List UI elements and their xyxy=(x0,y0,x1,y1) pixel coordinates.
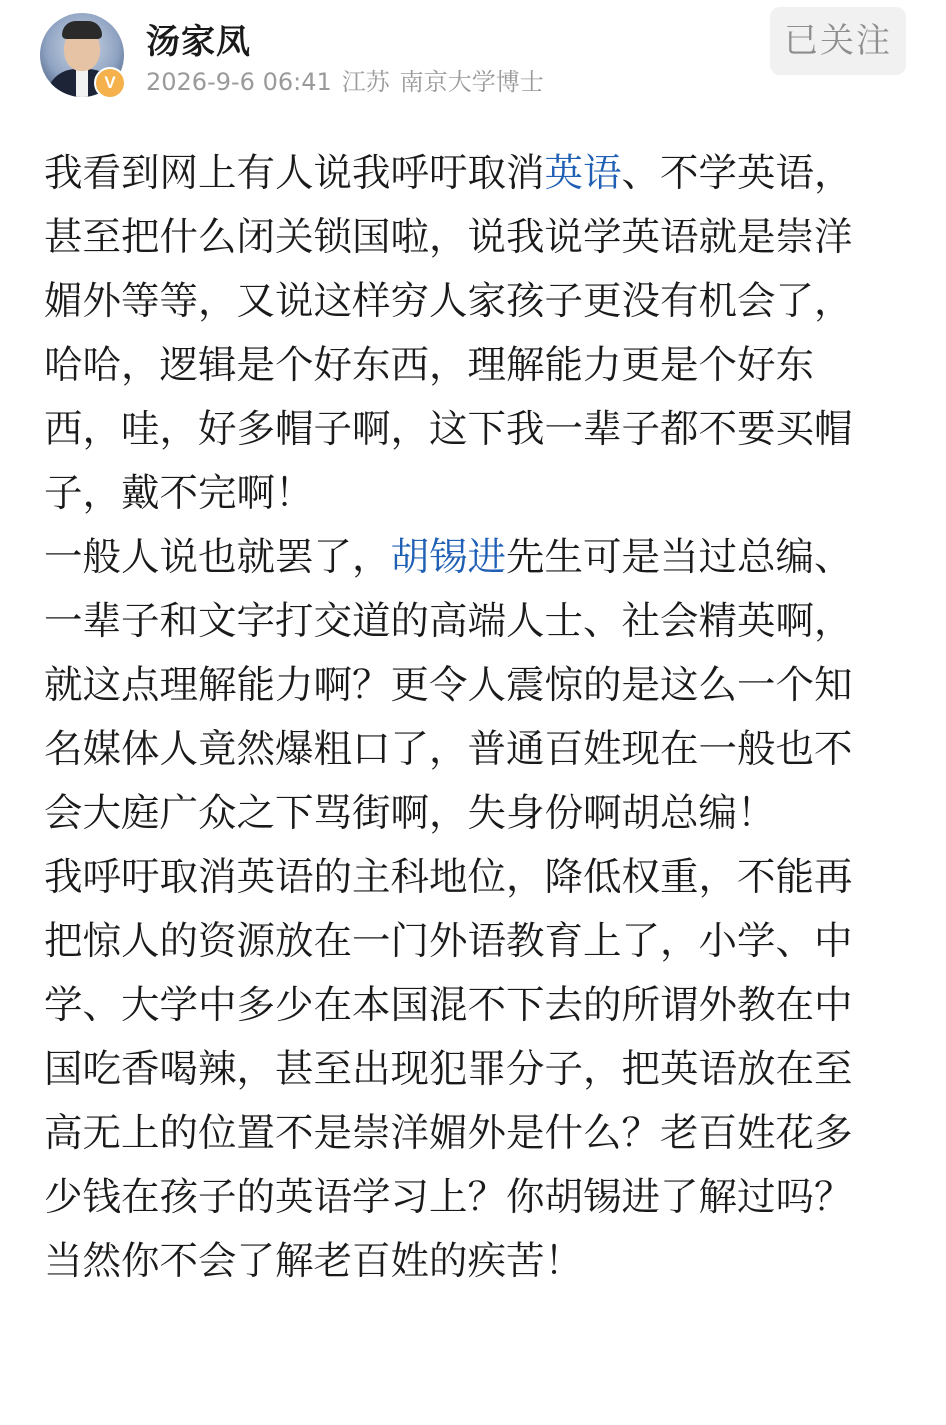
post-text: 、不学英语，甚至把什么闭关锁国啦，说我说学英语就是崇洋媚外等等，又说这样穷人家孩子更没有机会了，哈哈，逻辑是个好东西，理解能力更是个好东西，哇，好多帽子啊，这下我一辈子都不要买帽子，戴不完啊！ xyxy=(44,151,853,516)
avatar-shirt xyxy=(76,69,88,97)
post-meta xyxy=(146,62,554,97)
follow-button[interactable]: 已关注 xyxy=(770,7,906,75)
avatar-hair xyxy=(62,21,102,39)
post-location: 江苏 xyxy=(341,68,390,96)
post-body xyxy=(44,142,889,1294)
user-credential: 南京大学博士 xyxy=(399,68,544,96)
post-header xyxy=(0,0,946,110)
post-text: 我看到网上有人说我呼吁取消 xyxy=(44,151,545,196)
mention-link-hu-xijin[interactable]: 胡锡进 xyxy=(390,535,507,580)
post-text: 先生可是当过总编、一辈子和文字打交道的高端人士、社会精英啊，就这点理解能力啊？更令人震惊的是这么一个知名媒体人竟然爆粗口了，普通百姓现在一般也不会大庭广众之下骂街啊，失身份啊胡总编！ xyxy=(44,535,853,836)
post-text: 一般人说也就罢了， xyxy=(44,535,391,580)
topic-link-english[interactable]: 英语 xyxy=(544,151,622,196)
username[interactable]: 汤家凤 xyxy=(146,22,251,62)
verified-badge-icon: V xyxy=(94,67,126,99)
post-paragraph-3: 我呼吁取消英语的主科地位，降低权重，不能再把惊人的资源放在一门外语教育上了，小学、中学、大学中多少在本国混不下去的所谓外教在中国吃香喝辣，甚至出现犯罪分子，把英语放在至高无上的位置不是崇洋媚外是什么？老百姓花多少钱在孩子的英语学习上？你胡锡进了解过吗？当然你不会了解老百姓的疾苦！ xyxy=(44,855,853,1284)
avatar[interactable] xyxy=(40,13,124,97)
post-paragraph-2 xyxy=(44,526,889,846)
post-paragraph-1 xyxy=(44,142,889,526)
post-date: 2026-9-6 06:41 xyxy=(146,68,332,96)
